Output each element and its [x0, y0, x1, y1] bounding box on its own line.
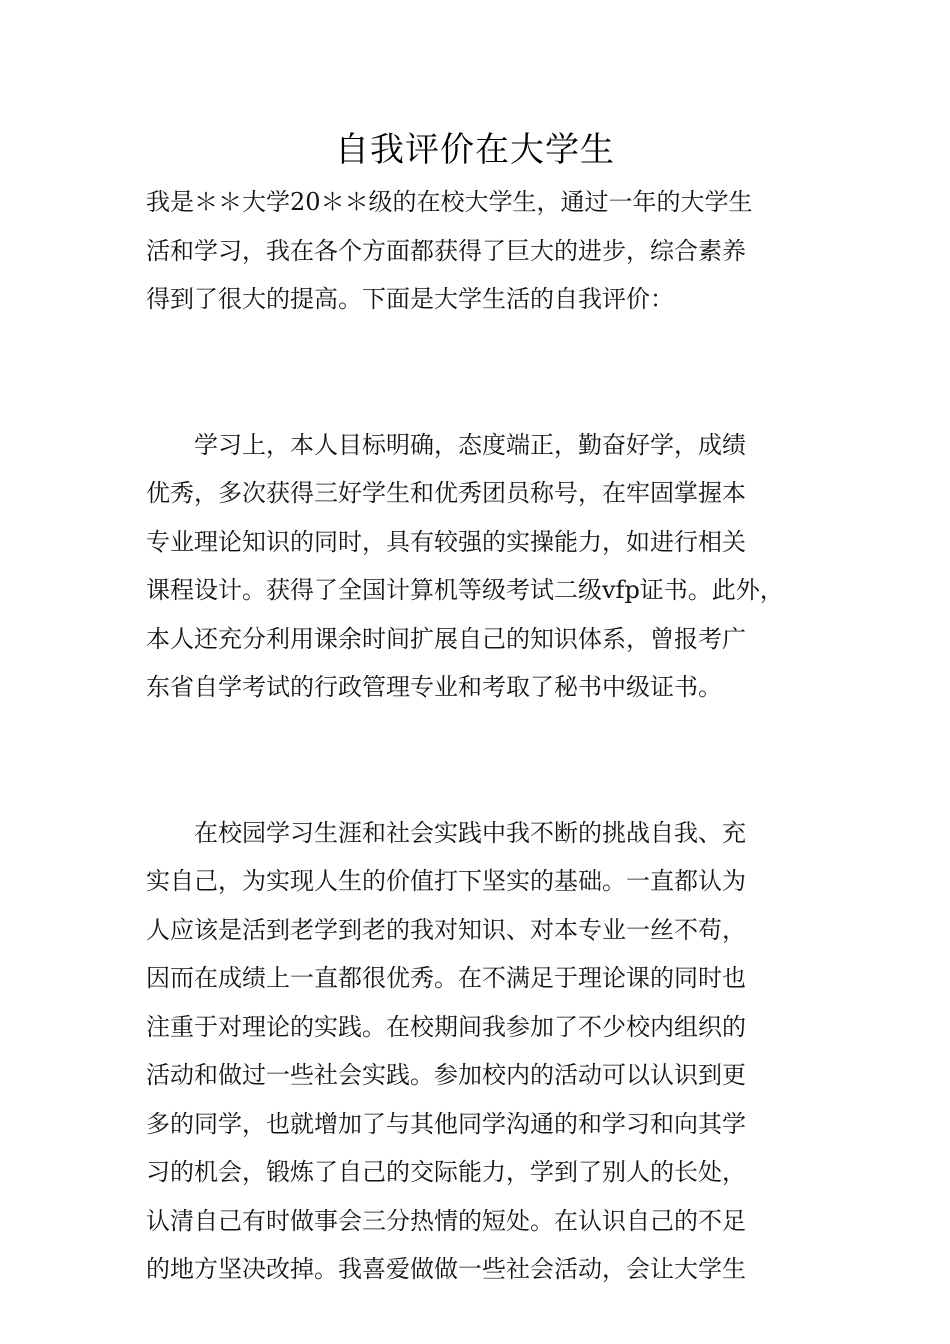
- text-line: 在校园学习生涯和社会实践中我不断的挑战自我、充: [146, 818, 746, 847]
- text-line: 课程设计。获得了全国计算机等级考试二级vfp证书。此外，: [146, 576, 784, 604]
- paragraph-gap: [146, 712, 810, 761]
- text-line: 得到了很大的提高。下面是大学生活的自我评价：: [146, 285, 674, 313]
- text-line: 注重于对理论的实践。在校期间我参加了不少校内组织的: [146, 1012, 746, 1041]
- text-line: 活动和做过一些社会实践。参加校内的活动可以认识到更: [146, 1061, 746, 1089]
- document-title: 自我评价在大学生: [335, 130, 615, 170]
- paragraph-intro: [146, 178, 810, 324]
- text-line: 我是＊＊大学20＊＊级的在校大学生，通过一年的大学生: [146, 188, 753, 216]
- paragraph-practice: [146, 809, 810, 1294]
- text-line: 学习上，本人目标明确，态度端正，勤奋好学，成绩: [146, 430, 746, 459]
- text-line: 多的同学，也就增加了与其他同学沟通的和学习和向其学: [146, 1109, 746, 1138]
- text-line: 实自己，为实现人生的价值打下坚实的基础。一直都认为: [146, 867, 746, 895]
- text-line: 优秀，多次获得三好学生和优秀团员称号，在牢固掌握本: [146, 479, 746, 507]
- text-line: 人应该是活到老学到老的我对知识、对本专业一丝不苟，: [146, 915, 746, 944]
- text-line: 的地方坚决改掉。我喜爱做做一些社会活动，会让大学生: [146, 1255, 746, 1283]
- text-line: 活和学习，我在各个方面都获得了巨大的进步，综合素养: [146, 236, 746, 265]
- text-line: 东省自学考试的行政管理专业和考取了秘书中级证书。: [146, 673, 722, 701]
- text-line: 本人还充分利用课余时间扩展自己的知识体系，曾报考广: [146, 624, 746, 653]
- text-line: 因而在成绩上一直都很优秀。在不满足于理论课的同时也: [146, 964, 746, 992]
- text-line: 认清自己有时做事会三分热情的短处。在认识自己的不足: [146, 1206, 746, 1235]
- text-line: 习的机会，锻炼了自己的交际能力，学到了别人的长处，: [146, 1158, 746, 1186]
- paragraph-gap: [146, 324, 810, 373]
- document-body: [146, 178, 810, 1294]
- text-line: 专业理论知识的同时，具有较强的实操能力，如进行相关: [146, 527, 746, 556]
- paragraph-study: [146, 421, 810, 712]
- paragraph-gap: [146, 760, 810, 809]
- paragraph-gap: [146, 372, 810, 421]
